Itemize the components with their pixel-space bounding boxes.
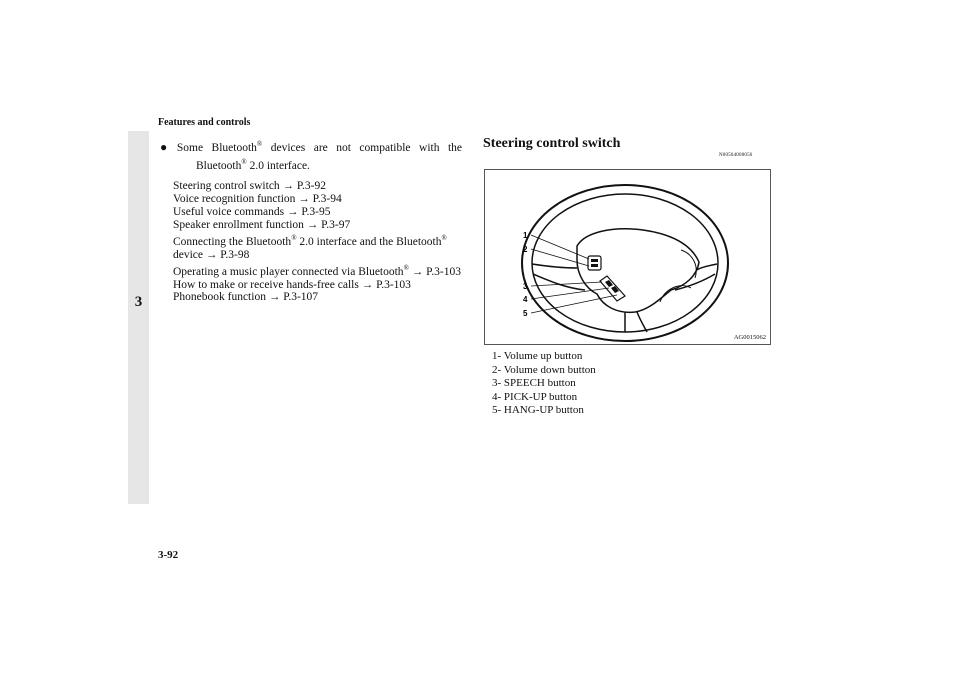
chapter-tab <box>128 131 149 504</box>
section-title: Steering control switch <box>483 136 621 151</box>
legend-item: 1- Volume up button <box>492 350 583 362</box>
reference-speaker: Speaker enrollment function → P.3-97 <box>173 218 351 231</box>
reference-voice: Voice recognition function → P.3-94 <box>173 192 342 205</box>
button-legend <box>492 350 596 418</box>
callout-4: 4 <box>523 295 528 304</box>
steering-wheel-figure <box>484 169 771 345</box>
chapter-number: 3 <box>134 294 143 310</box>
reference-connecting: Connecting the Bluetooth® 2.0 interface and the Bluetooth® <box>173 233 447 248</box>
legend-item: 5- HANG-UP button <box>492 404 584 416</box>
note-line-2: Bluetooth® 2.0 interface. <box>196 158 310 172</box>
reference-handsfree: How to make or receive hands-free calls → P.3-103 <box>173 278 411 291</box>
volume-switch-icon <box>588 256 601 270</box>
bullet-icon: ● <box>160 140 173 154</box>
reference-list <box>173 180 463 304</box>
callout-2: 2 <box>523 245 528 254</box>
compatibility-note <box>160 138 462 175</box>
callout-1: 1 <box>523 231 528 240</box>
section-code: N00564000056 <box>719 153 753 158</box>
note-line-1: ● Some Bluetooth® devices are not compatible with the <box>160 140 462 154</box>
callout-3: 3 <box>523 282 528 291</box>
steering-wheel-illustration <box>485 170 770 344</box>
reference-useful: Useful voice commands → P.3-95 <box>173 205 331 218</box>
registered-mark: ® <box>256 140 263 149</box>
reference-steering: Steering control switch → P.3-92 <box>173 180 326 192</box>
legend-item: 2- Volume down button <box>492 363 596 376</box>
reference-phonebook: Phonebook function → P.3-107 <box>173 291 319 304</box>
callout-5: 5 <box>523 309 528 318</box>
legend-item: 3- SPEECH button <box>492 377 576 389</box>
legend-item: 4- PICK-UP button <box>492 390 578 403</box>
page-number: 3-92 <box>158 549 179 561</box>
running-header: Features and controls <box>158 117 251 128</box>
reference-connecting-cont: device → P.3-98 <box>173 248 250 261</box>
registered-mark: ® <box>241 158 247 167</box>
figure-code: AG0015062 <box>733 334 766 341</box>
reference-music: Operating a music player connected via Bluetooth® → P.3-103 <box>173 263 461 278</box>
